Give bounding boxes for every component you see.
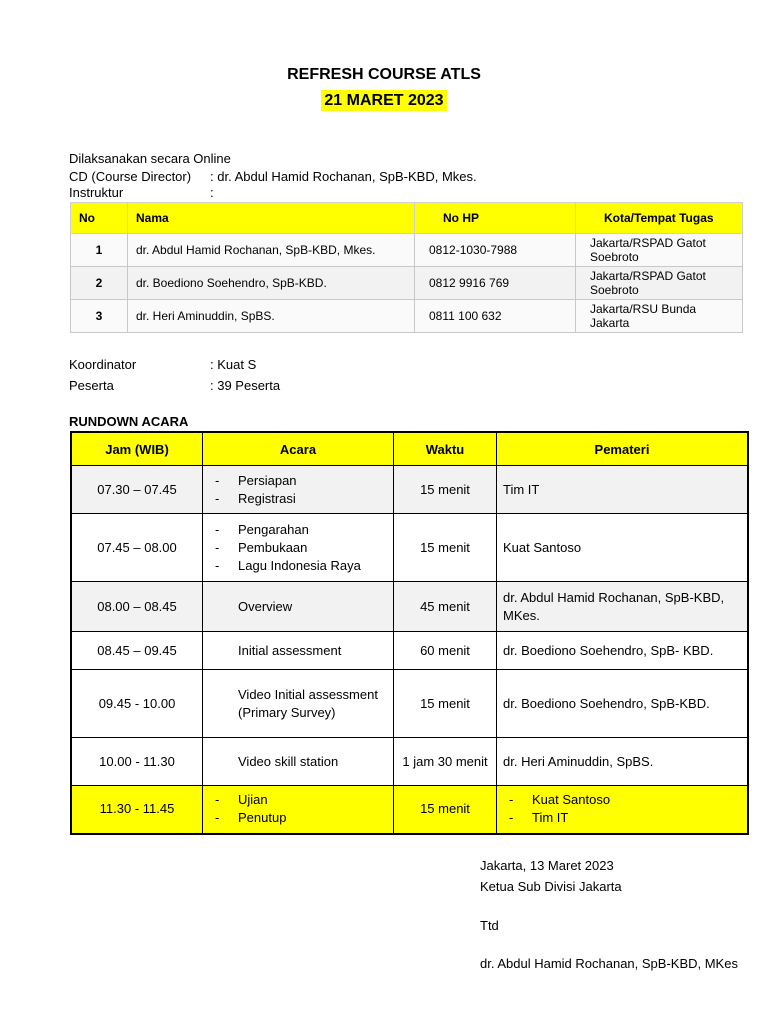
rundown-jam: 09.45 - 10.00 <box>71 670 203 738</box>
instructor-no: 3 <box>71 300 128 333</box>
rundown-waktu: 1 jam 30 menit <box>394 738 497 786</box>
signature-name: dr. Abdul Hamid Rochanan, SpB-KBD, MKes <box>480 956 738 971</box>
rundown-table <box>70 431 749 835</box>
rundown-row <box>71 670 748 738</box>
acara-text: Overview <box>238 598 293 614</box>
col-header-pemateri: Pemateri <box>497 432 749 466</box>
rundown-jam: 08.00 – 08.45 <box>71 582 203 632</box>
col-header-hp: No HP <box>415 203 576 234</box>
acara-text: Initial assessment <box>238 642 342 658</box>
peserta-value: : 39 Peserta <box>210 378 281 393</box>
rundown-waktu: 60 menit <box>394 632 497 670</box>
rundown-pemateri: dr. Heri Aminuddin, SpBS. <box>497 738 749 786</box>
rundown-jam: 10.00 - 11.30 <box>71 738 203 786</box>
acara-list <box>209 472 387 508</box>
rundown-acara <box>203 632 394 670</box>
signature-ttd: Ttd <box>480 918 499 933</box>
col-header-jam: Jam (WIB) <box>71 432 203 466</box>
col-header-nama: Nama <box>128 203 415 234</box>
rundown-acara <box>203 582 394 632</box>
col-header-kota: Kota/Tempat Tugas <box>576 203 743 234</box>
rundown-jam: 07.45 – 08.00 <box>71 514 203 582</box>
acara-item: - Persiapan <box>209 472 387 490</box>
rundown-row <box>71 466 748 514</box>
pemateri-item: - Tim IT <box>503 809 741 827</box>
acara-item: - Penutup <box>209 809 387 827</box>
instructor-row <box>71 234 743 267</box>
rundown-acara <box>203 786 394 834</box>
rundown-jam: 08.45 – 09.45 <box>71 632 203 670</box>
rundown-row <box>71 632 748 670</box>
cd-label: CD (Course Director) <box>69 169 192 184</box>
document-date-wrap <box>0 92 768 110</box>
rundown-jam: 11.30 - 11.45 <box>71 786 203 834</box>
rundown-acara <box>203 738 394 786</box>
rundown-waktu: 15 menit <box>394 466 497 514</box>
instructor-label: Instruktur <box>69 185 124 200</box>
rundown-pemateri: dr. Boediono Soehendro, SpB- KBD. <box>497 632 749 670</box>
instructor-kota: Jakarta/RSU Bunda Jakarta <box>576 300 743 333</box>
rundown-header-row <box>71 432 748 466</box>
rundown-waktu: 15 menit <box>394 670 497 738</box>
instructor-hp: 0812 9916 769 <box>415 267 576 300</box>
instructor-nama: dr. Heri Aminuddin, SpBS. <box>128 300 415 333</box>
document-date: 21 MARET 2023 <box>321 90 446 111</box>
rundown-row <box>71 786 748 834</box>
acara-item: - Registrasi <box>209 490 387 508</box>
peserta-label: Peserta <box>69 378 114 393</box>
acara-list <box>209 791 387 827</box>
rundown-pemateri <box>497 786 749 834</box>
acara-text: Video Initial assessment (Primary Survey) <box>238 686 378 720</box>
pemateri-item: - Kuat Santoso <box>503 791 741 809</box>
instructor-row <box>71 267 743 300</box>
instructor-table <box>70 202 743 333</box>
rundown-acara <box>203 670 394 738</box>
signature-role: Ketua Sub Divisi Jakarta <box>480 879 622 894</box>
acara-list <box>209 521 387 575</box>
acara-text: Video skill station <box>238 753 339 769</box>
instructor-hp: 0811 100 632 <box>415 300 576 333</box>
rundown-row <box>71 582 748 632</box>
pemateri-list <box>503 791 741 827</box>
acara-item: - Lagu Indonesia Raya <box>209 557 387 575</box>
col-header-no: No <box>71 203 128 234</box>
rundown-waktu: 15 menit <box>394 786 497 834</box>
rundown-row <box>71 514 748 582</box>
instructor-no: 2 <box>71 267 128 300</box>
rundown-pemateri: dr. Boediono Soehendro, SpB-KBD. <box>497 670 749 738</box>
rundown-waktu: 15 menit <box>394 514 497 582</box>
rundown-row <box>71 738 748 786</box>
acara-item: - Pembukaan <box>209 539 387 557</box>
instructor-kota: Jakarta/RSPAD Gatot Soebroto <box>576 234 743 267</box>
koordinator-label: Koordinator <box>69 357 137 372</box>
col-header-acara: Acara <box>203 432 394 466</box>
instructor-colon: : <box>210 185 214 200</box>
instructor-nama: dr. Boediono Soehendro, SpB-KBD. <box>128 267 415 300</box>
instructor-header-row <box>71 203 743 234</box>
acara-item: - Pengarahan <box>209 521 387 539</box>
rundown-title: RUNDOWN ACARA <box>69 414 189 429</box>
mode-text: Dilaksanakan secara Online <box>69 151 231 166</box>
instructor-kota: Jakarta/RSPAD Gatot Soebroto <box>576 267 743 300</box>
rundown-pemateri: dr. Abdul Hamid Rochanan, SpB-KBD, MKes. <box>497 582 749 632</box>
signature-place-date: Jakarta, 13 Maret 2023 <box>480 858 614 873</box>
rundown-acara <box>203 466 394 514</box>
rundown-acara <box>203 514 394 582</box>
instructor-hp: 0812-1030-7988 <box>415 234 576 267</box>
cd-value: : dr. Abdul Hamid Rochanan, SpB-KBD, Mkes. <box>210 169 477 184</box>
instructor-nama: dr. Abdul Hamid Rochanan, SpB-KBD, Mkes. <box>128 234 415 267</box>
rundown-waktu: 45 menit <box>394 582 497 632</box>
document-title: REFRESH COURSE ATLS <box>287 66 481 83</box>
koordinator-value: : Kuat S <box>210 357 257 372</box>
rundown-jam: 07.30 – 07.45 <box>71 466 203 514</box>
instructor-row <box>71 300 743 333</box>
course-info <box>69 150 477 200</box>
rundown-pemateri: Kuat Santoso <box>497 514 749 582</box>
rundown-pemateri: Tim IT <box>497 466 749 514</box>
instructor-no: 1 <box>71 234 128 267</box>
acara-item: - Ujian <box>209 791 387 809</box>
meta-info <box>69 354 280 396</box>
col-header-waktu: Waktu <box>394 432 497 466</box>
